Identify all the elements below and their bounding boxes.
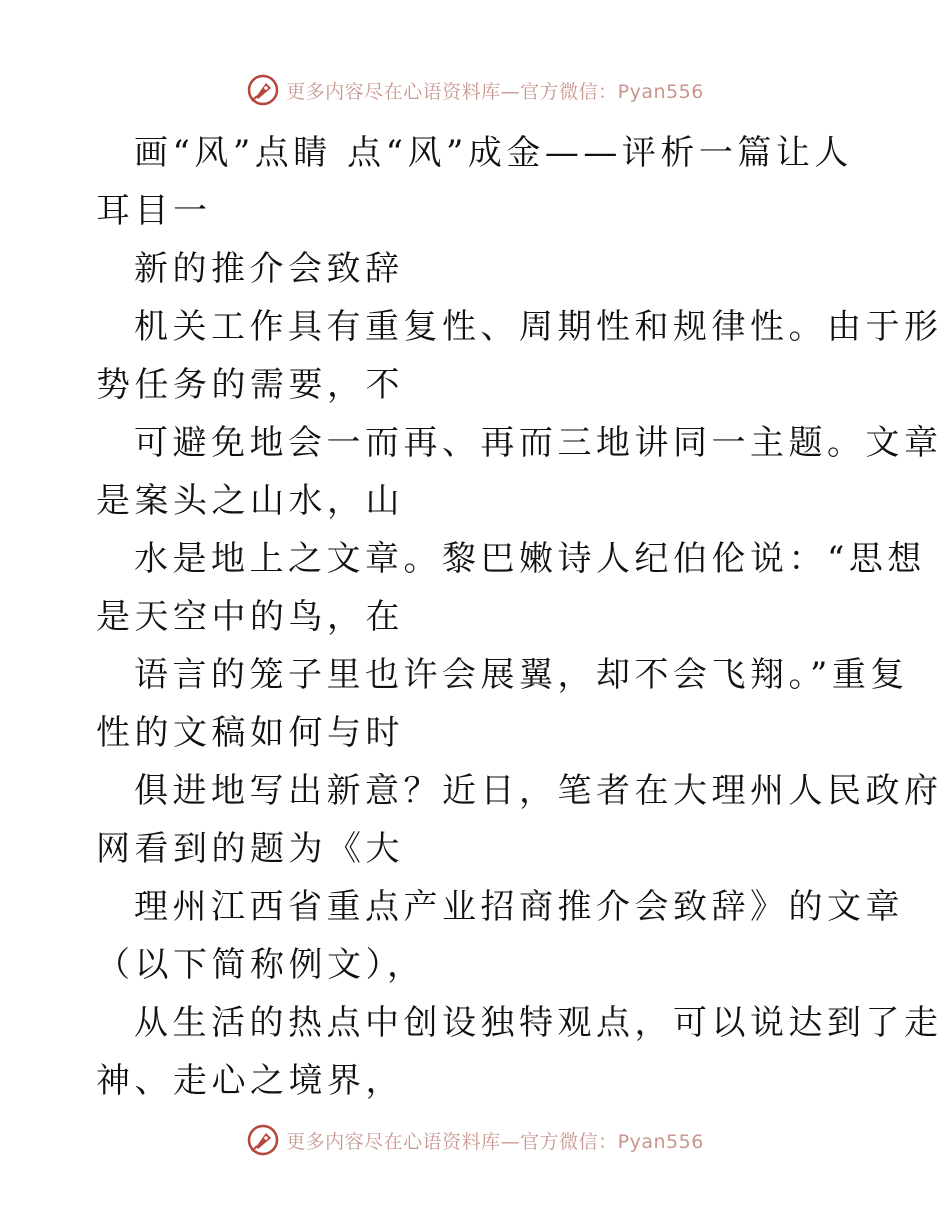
watermark-text: 更多内容尽在心语资料库—官方微信：Pyan556: [286, 1130, 704, 1153]
text-line: 神、走心之境界，: [96, 1061, 404, 1101]
text-line: 俱进地写出新意？近日，笔者在大理州人民政府: [134, 771, 943, 811]
text-line: 理州江西省重点产业招商推介会致辞》的文章: [134, 887, 904, 927]
text-line: 网看到的题为《大: [96, 829, 404, 869]
text-line: 画“风”点睛 点“风”成金——评析一篇让人: [134, 133, 853, 173]
text-line: 新的推介会致辞: [134, 249, 404, 289]
text-line: 是天空中的鸟，在: [96, 597, 404, 637]
text-line: 势任务的需要，不: [96, 365, 404, 405]
text-line: 是案头之山水，山: [96, 481, 404, 521]
text-line: 可避免地会一而再、再而三地讲同一主题。文章: [134, 423, 943, 463]
document-body: [96, 124, 943, 1110]
text-line: 机关工作具有重复性、周期性和规律性。由于形: [134, 307, 943, 347]
header-watermark: [0, 70, 950, 110]
pen-nib-logo: [246, 1123, 280, 1157]
footer-watermark: [0, 1120, 950, 1160]
watermark-text: 更多内容尽在心语资料库—官方微信：Pyan556: [286, 80, 704, 103]
text-line: 耳目一: [96, 191, 212, 231]
text-line: 从生活的热点中创设独特观点，可以说达到了走: [134, 1003, 943, 1043]
text-line: 性的文稿如何与时: [96, 713, 404, 753]
text-line: 语言的笼子里也许会展翼，却不会飞翔。”重复: [134, 655, 909, 695]
text-line: 水是地上之文章。黎巴嫩诗人纪伯伦说：“思想: [134, 539, 926, 579]
pen-nib-logo: [246, 73, 280, 107]
text-line: （以下简称例文），: [96, 945, 426, 985]
